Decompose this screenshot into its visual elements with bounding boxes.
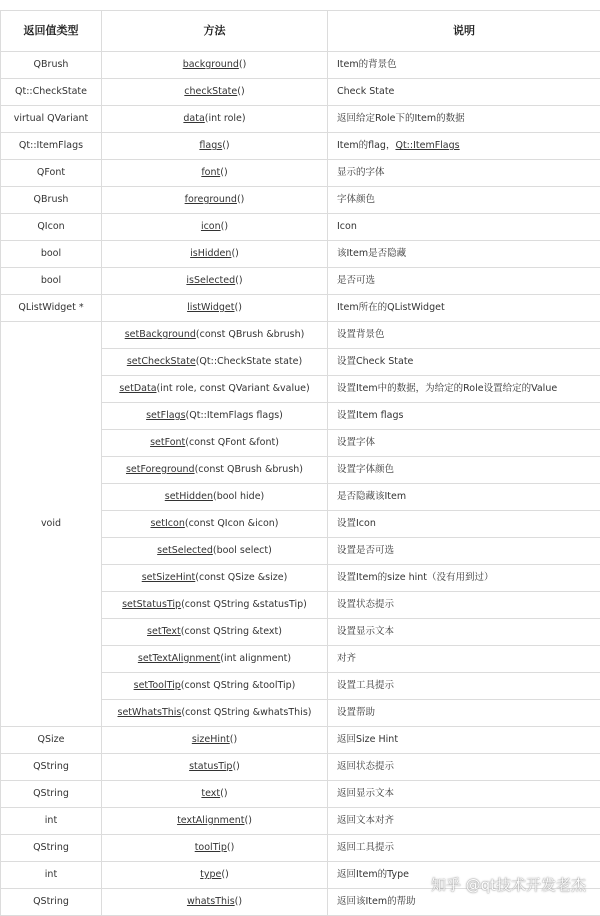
- description-cell: [328, 349, 600, 376]
- description-cell: [328, 835, 600, 862]
- table-header-row: [1, 11, 600, 52]
- description-text: Item的flag，: [337, 140, 395, 151]
- watermark: 知乎 @qt技术开发老杰: [431, 874, 586, 895]
- description-cell: [328, 268, 600, 295]
- method-link[interactable]: textAlignment: [177, 815, 244, 826]
- method-link[interactable]: whatsThis: [187, 896, 235, 907]
- method-args: (Qt::ItemFlags flags): [186, 410, 283, 421]
- description-text: Item的背景色: [337, 59, 397, 70]
- method-args: (): [235, 302, 242, 313]
- method-cell: [102, 565, 328, 592]
- method-args: (const QString &whatsThis): [181, 707, 311, 718]
- description-text: 该Item是否隐藏: [337, 248, 406, 259]
- description-cell: [328, 187, 600, 214]
- description-cell: [328, 808, 600, 835]
- method-cell: [102, 52, 328, 79]
- method-args: (int role): [205, 113, 246, 124]
- description-link[interactable]: Qt::ItemFlags: [395, 140, 459, 151]
- method-cell: [102, 619, 328, 646]
- method-link[interactable]: setData: [119, 383, 156, 394]
- table-row: [1, 52, 600, 79]
- description-cell: [328, 430, 600, 457]
- api-table: [0, 10, 600, 916]
- description-text: 设置状态提示: [337, 599, 394, 610]
- method-args: (): [235, 896, 242, 907]
- description-cell: [328, 214, 600, 241]
- method-link[interactable]: foreground: [185, 194, 237, 205]
- method-cell: [102, 268, 328, 295]
- description-text: 设置Item的size hint（没有用到过）: [337, 572, 493, 583]
- method-link[interactable]: setFlags: [146, 410, 185, 421]
- method-link[interactable]: isHidden: [190, 248, 231, 259]
- description-text: 设置Check State: [337, 356, 413, 367]
- description-text: 返回状态提示: [337, 761, 394, 772]
- description-text: 对齐: [337, 653, 356, 664]
- table-body: [1, 52, 600, 916]
- table-row: [1, 214, 600, 241]
- description-text: 设置工具提示: [337, 680, 394, 691]
- return-type-cell: QFont: [1, 160, 102, 187]
- method-cell: [102, 349, 328, 376]
- method-cell: [102, 781, 328, 808]
- method-link[interactable]: setSizeHint: [142, 572, 196, 583]
- return-type-cell: bool: [1, 268, 102, 295]
- description-cell: [328, 781, 600, 808]
- description-text: 返回给定Role下的Item的数据: [337, 113, 465, 124]
- description-text: 是否隐藏该Item: [337, 491, 406, 502]
- method-args: (): [237, 194, 244, 205]
- description-text: 设置Item flags: [337, 410, 403, 421]
- description-cell: [328, 79, 600, 106]
- method-cell: [102, 160, 328, 187]
- return-type-cell: void: [1, 322, 102, 727]
- description-text: 设置是否可选: [337, 545, 394, 556]
- table-row: [1, 79, 600, 106]
- description-cell: [328, 592, 600, 619]
- method-cell: [102, 322, 328, 349]
- description-text: 设置Icon: [337, 518, 376, 529]
- method-cell: [102, 727, 328, 754]
- method-link[interactable]: setCheckState: [127, 356, 196, 367]
- return-type-cell: QListWidget *: [1, 295, 102, 322]
- method-link[interactable]: setToolTip: [134, 680, 181, 691]
- description-text: 字体颜色: [337, 194, 375, 205]
- method-cell: [102, 646, 328, 673]
- description-cell: [328, 322, 600, 349]
- method-link[interactable]: icon: [201, 221, 221, 232]
- method-args: (): [222, 140, 229, 151]
- description-text: 设置字体颜色: [337, 464, 394, 475]
- table-row: [1, 241, 600, 268]
- description-text: 显示的字体: [337, 167, 385, 178]
- method-cell: [102, 430, 328, 457]
- header-return-type: 返回值类型: [1, 11, 102, 52]
- method-link[interactable]: checkState: [184, 86, 237, 97]
- return-type-cell: QString: [1, 754, 102, 781]
- description-cell: [328, 646, 600, 673]
- method-args: (const QBrush &brush): [195, 464, 303, 475]
- description-text: 是否可选: [337, 275, 375, 286]
- method-args: (): [220, 788, 227, 799]
- return-type-cell: QString: [1, 781, 102, 808]
- method-link[interactable]: sizeHint: [192, 734, 230, 745]
- return-type-cell: QString: [1, 889, 102, 916]
- description-cell: [328, 538, 600, 565]
- description-cell: [328, 241, 600, 268]
- method-args: (const QFont &font): [185, 437, 279, 448]
- description-text: 返回该Item的帮助: [337, 896, 416, 907]
- description-text: 设置字体: [337, 437, 375, 448]
- table-row: [1, 295, 600, 322]
- return-type-cell: QBrush: [1, 187, 102, 214]
- description-cell: [328, 484, 600, 511]
- description-cell: [328, 133, 600, 160]
- method-args: (const QString &toolTip): [181, 680, 296, 691]
- method-link[interactable]: setStatusTip: [122, 599, 181, 610]
- method-cell: [102, 862, 328, 889]
- return-type-cell: QString: [1, 835, 102, 862]
- header-method: 方法: [102, 11, 328, 52]
- method-link[interactable]: setIcon: [150, 518, 184, 529]
- description-cell: [328, 106, 600, 133]
- method-link[interactable]: setWhatsThis: [118, 707, 182, 718]
- method-link[interactable]: isSelected: [186, 275, 235, 286]
- description-cell: [328, 160, 600, 187]
- table-row: [1, 835, 600, 862]
- method-args: (): [221, 221, 228, 232]
- table-row: [1, 808, 600, 835]
- method-link[interactable]: toolTip: [195, 842, 227, 853]
- description-text: 返回文本对齐: [337, 815, 394, 826]
- method-cell: [102, 754, 328, 781]
- method-args: (): [245, 815, 252, 826]
- method-args: (): [235, 275, 242, 286]
- method-cell: [102, 700, 328, 727]
- method-args: (int role, const QVariant &value): [157, 383, 310, 394]
- method-link[interactable]: setHidden: [165, 491, 213, 502]
- table-row: [1, 727, 600, 754]
- method-args: (Qt::CheckState state): [196, 356, 302, 367]
- method-link[interactable]: setText: [147, 626, 181, 637]
- method-cell: [102, 295, 328, 322]
- method-args: (): [221, 869, 228, 880]
- description-cell: [328, 754, 600, 781]
- method-cell: [102, 133, 328, 160]
- method-cell: [102, 538, 328, 565]
- description-text: 返回工具提示: [337, 842, 394, 853]
- method-link[interactable]: font: [201, 167, 220, 178]
- method-args: (const QString &text): [181, 626, 282, 637]
- description-text: 返回Item的Type: [337, 869, 409, 880]
- method-link[interactable]: setForeground: [126, 464, 195, 475]
- table-row: [1, 133, 600, 160]
- description-cell: [328, 619, 600, 646]
- method-cell: [102, 376, 328, 403]
- return-type-cell: bool: [1, 241, 102, 268]
- description-text: 设置Item中的数据，为给定的Role设置给定的Value: [337, 383, 557, 394]
- description-text: 返回显示文本: [337, 788, 394, 799]
- method-cell: [102, 187, 328, 214]
- method-link[interactable]: flags: [199, 140, 222, 151]
- table-row: [1, 106, 600, 133]
- method-cell: [102, 484, 328, 511]
- method-args: (bool hide): [213, 491, 264, 502]
- method-args: (const QSize &size): [195, 572, 287, 583]
- return-type-cell: QSize: [1, 727, 102, 754]
- method-args: (): [232, 761, 239, 772]
- table-row: [1, 160, 600, 187]
- method-cell: [102, 403, 328, 430]
- table-row: [1, 187, 600, 214]
- table-row: [1, 268, 600, 295]
- method-link[interactable]: statusTip: [189, 761, 232, 772]
- description-cell: [328, 295, 600, 322]
- return-type-cell: int: [1, 808, 102, 835]
- method-cell: [102, 241, 328, 268]
- table-row: [1, 781, 600, 808]
- method-cell: [102, 808, 328, 835]
- method-link[interactable]: setBackground: [125, 329, 196, 340]
- method-cell: [102, 592, 328, 619]
- description-cell: [328, 511, 600, 538]
- method-args: (): [227, 842, 234, 853]
- description-cell: [328, 457, 600, 484]
- return-type-cell: QIcon: [1, 214, 102, 241]
- table-row: [1, 322, 600, 349]
- description-cell: [328, 52, 600, 79]
- method-link[interactable]: setSelected: [157, 545, 213, 556]
- description-cell: [328, 565, 600, 592]
- description-cell: [328, 376, 600, 403]
- description-cell: [328, 700, 600, 727]
- description-cell: [328, 727, 600, 754]
- method-link[interactable]: text: [201, 788, 220, 799]
- return-type-cell: virtual QVariant: [1, 106, 102, 133]
- description-text: Item所在的QListWidget: [337, 302, 445, 313]
- method-link[interactable]: setFont: [150, 437, 185, 448]
- method-cell: [102, 457, 328, 484]
- method-cell: [102, 889, 328, 916]
- table-row: [1, 754, 600, 781]
- method-cell: [102, 79, 328, 106]
- method-link[interactable]: listWidget: [187, 302, 234, 313]
- method-cell: [102, 835, 328, 862]
- method-args: (): [220, 167, 227, 178]
- description-cell: [328, 403, 600, 430]
- method-cell: [102, 214, 328, 241]
- description-text: 返回Size Hint: [337, 734, 398, 745]
- method-args: (): [239, 59, 246, 70]
- description-text: 设置背景色: [337, 329, 385, 340]
- method-args: (): [230, 734, 237, 745]
- method-cell: [102, 673, 328, 700]
- return-type-cell: QBrush: [1, 52, 102, 79]
- method-args: (): [237, 86, 244, 97]
- description-text: 设置帮助: [337, 707, 375, 718]
- description-text: Icon: [337, 221, 357, 232]
- method-link[interactable]: background: [183, 59, 239, 70]
- description-text: Check State: [337, 86, 394, 97]
- return-type-cell: int: [1, 862, 102, 889]
- method-args: (const QIcon &icon): [185, 518, 279, 529]
- header-description: 说明: [328, 11, 600, 52]
- description-text: 设置显示文本: [337, 626, 394, 637]
- method-link[interactable]: data: [183, 113, 204, 124]
- method-link[interactable]: type: [200, 869, 221, 880]
- method-args: (const QString &statusTip): [181, 599, 307, 610]
- method-args: (): [231, 248, 238, 259]
- method-args: (bool select): [213, 545, 272, 556]
- method-link[interactable]: setTextAlignment: [138, 653, 220, 664]
- return-type-cell: Qt::CheckState: [1, 79, 102, 106]
- method-cell: [102, 511, 328, 538]
- return-type-cell: Qt::ItemFlags: [1, 133, 102, 160]
- method-args: (int alignment): [220, 653, 291, 664]
- method-args: (const QBrush &brush): [196, 329, 304, 340]
- method-cell: [102, 106, 328, 133]
- description-cell: [328, 673, 600, 700]
